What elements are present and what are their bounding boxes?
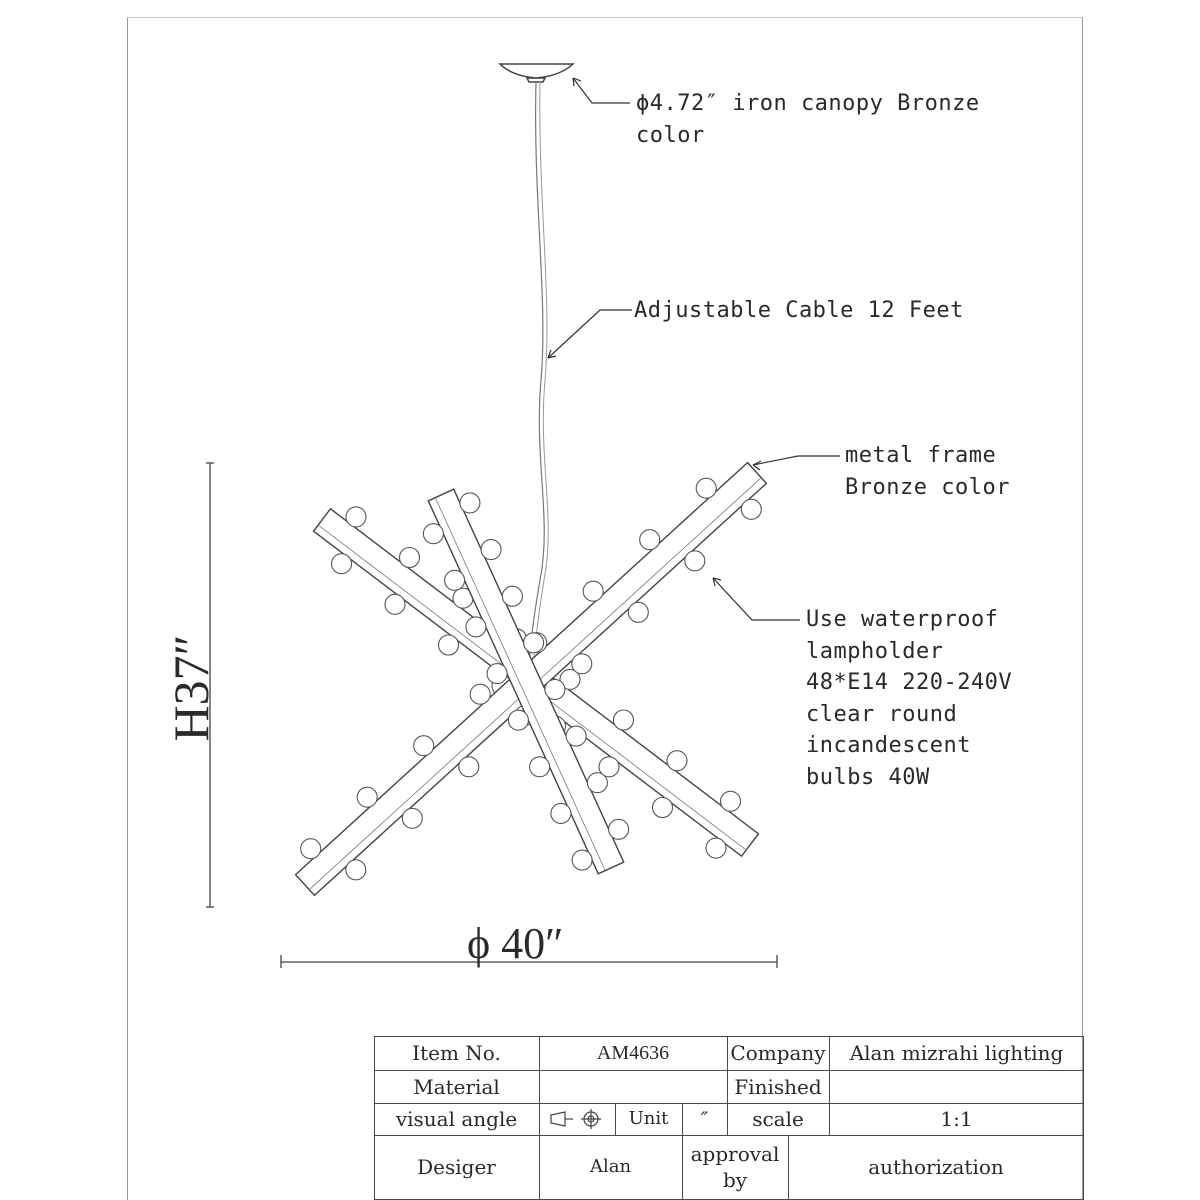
approval-label: approval by (690, 1142, 780, 1192)
bulb-icon (346, 860, 366, 880)
bulb-icon (301, 839, 321, 859)
authorization-label: authorization (868, 1155, 1004, 1179)
finished-value (829, 1070, 1084, 1103)
bulb-icon (706, 838, 726, 858)
finished-label: Finished (734, 1074, 822, 1099)
material-value (539, 1070, 727, 1103)
bulb-icon (545, 679, 565, 699)
visual-angle-label: visual angle (395, 1107, 518, 1131)
bulb-icon (346, 507, 366, 527)
bulb-icon (685, 551, 705, 571)
bulb-icon (466, 617, 486, 637)
company-value: Alan mizrahi lighting (849, 1041, 1064, 1065)
bulbs-note: Use waterproof lampholder 48*E14 220-240V clear round incandescent bulbs 40W (806, 607, 1013, 790)
cable-note: Adjustable Cable 12 Feet (634, 298, 964, 323)
bulb-icon (402, 808, 422, 828)
cable-line (528, 82, 544, 680)
bulb-icon (524, 633, 544, 653)
bulb-icon (741, 499, 761, 519)
frame-note: metal frame Bronze color (845, 443, 1010, 500)
company-label: Company (730, 1041, 826, 1065)
designer-value: Alan (589, 1156, 632, 1177)
unit-label: Unit (628, 1108, 669, 1129)
title-block (374, 1036, 1084, 1200)
bulb-icon (357, 787, 377, 807)
bulb-icon (551, 803, 571, 823)
unit-value: ″ (700, 1107, 709, 1131)
bulb-icon (487, 664, 507, 684)
bulb-icon (385, 594, 405, 614)
bulb-icon (667, 751, 687, 771)
bulb-icon (423, 524, 443, 544)
bulb-icon (614, 710, 634, 730)
bulb-icon (459, 757, 479, 777)
bulb-icon (460, 493, 480, 513)
bulb-icon (502, 586, 522, 606)
bulb-icon (566, 726, 586, 746)
bulb-icon (609, 819, 629, 839)
bulb-icon (583, 581, 603, 601)
material-label: Material (413, 1074, 500, 1099)
scale-value: 1:1 (940, 1107, 973, 1131)
designer-label: Desiger (417, 1155, 496, 1179)
item-no-value: AM4636 (596, 1042, 670, 1064)
bulb-icon (696, 478, 716, 498)
bulb-icon (628, 602, 648, 622)
bulb-icon (572, 654, 592, 674)
diameter-dimension-label: ϕ 40″ (467, 919, 564, 968)
bulb-icon (481, 540, 501, 560)
bulb-icon (332, 554, 352, 574)
bulb-icon (414, 736, 434, 756)
bulb-icon (439, 635, 459, 655)
bulb-icon (653, 798, 673, 818)
bulb-icon (530, 757, 550, 777)
visual-angle-icons (539, 1103, 615, 1135)
cable-line-2 (532, 82, 548, 680)
item-no-label: Item No. (412, 1041, 501, 1065)
canopy-note: ϕ4.72″ iron canopy Bronze color (636, 91, 980, 148)
bulb-icon (470, 684, 490, 704)
scale-label: scale (752, 1107, 804, 1131)
projection-circle-icon (581, 1109, 601, 1129)
height-dimension-label: H37″ (163, 634, 219, 742)
bulb-icon (721, 791, 741, 811)
bulb-icon (508, 710, 528, 730)
frame-bars (296, 463, 767, 896)
bulb-icon (400, 548, 420, 568)
bulb-icon (640, 530, 660, 550)
bulb-icon (445, 570, 465, 590)
bar-steep-edge (435, 498, 605, 871)
bulb-icon (587, 773, 607, 793)
projection-front-icon (551, 1112, 573, 1126)
bulb-icon (572, 850, 592, 870)
canopy-icon (500, 64, 573, 82)
